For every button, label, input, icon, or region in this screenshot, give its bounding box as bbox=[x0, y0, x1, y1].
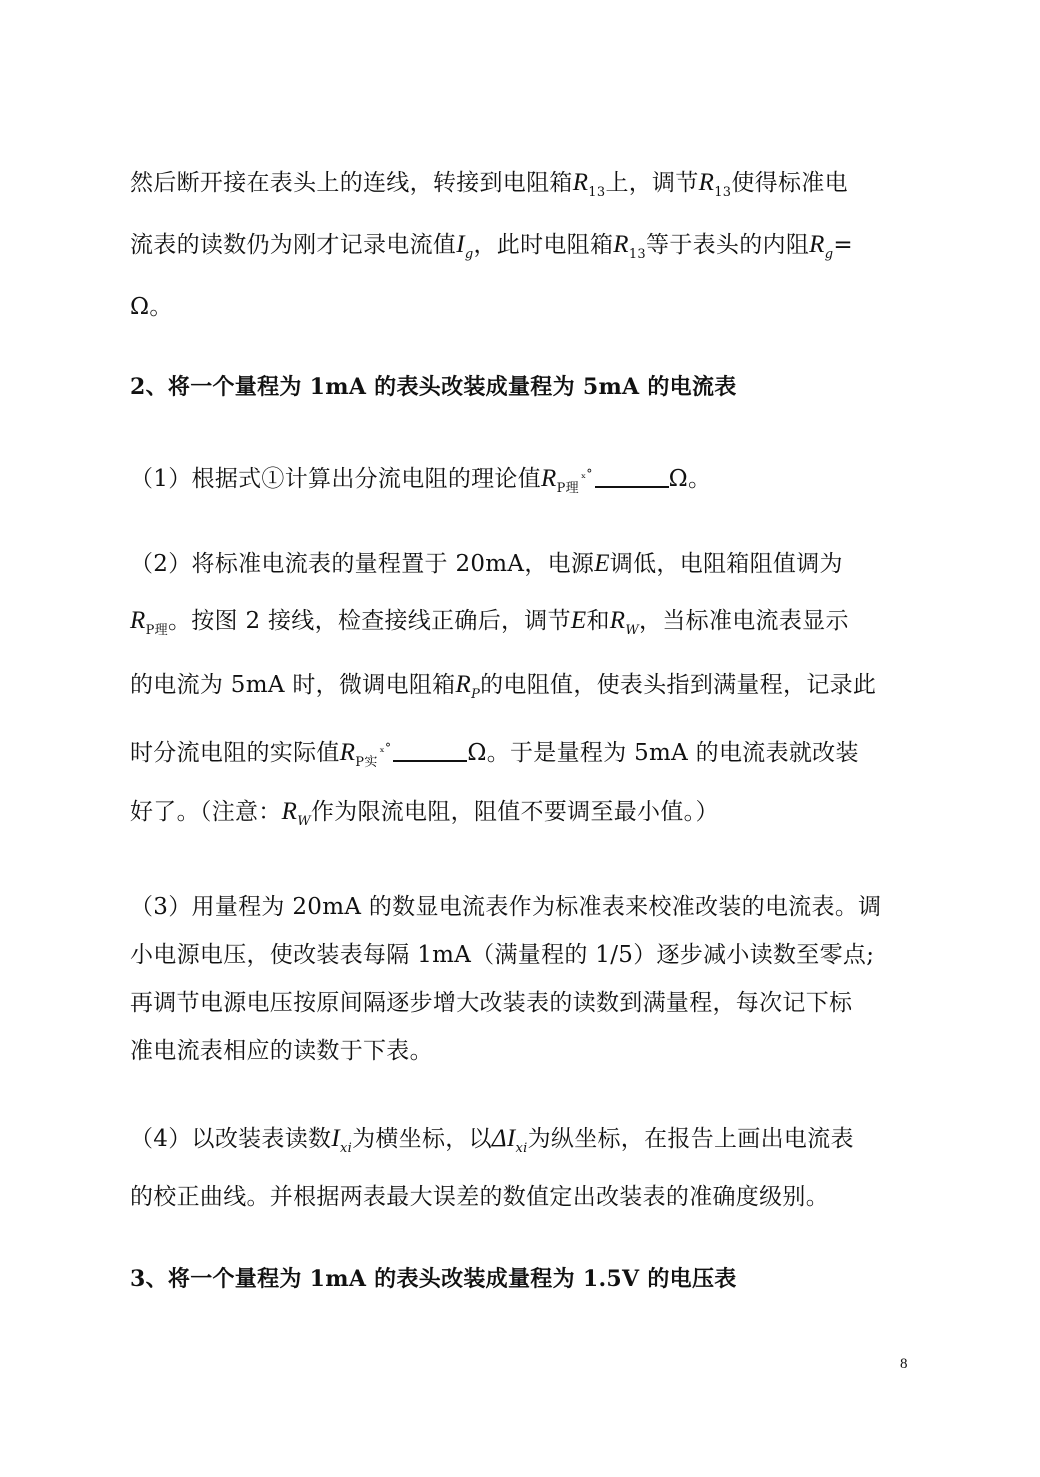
symbol-e: E bbox=[594, 550, 610, 577]
fill-blank[interactable] bbox=[595, 466, 669, 488]
paragraph-line bbox=[130, 670, 920, 700]
subscript: xi bbox=[515, 1141, 528, 1156]
paragraph-line: 准电流表相应的读数于下表。 bbox=[130, 1038, 433, 1064]
symbol-i: I bbox=[456, 231, 465, 258]
paragraph-line bbox=[130, 168, 920, 198]
paragraph-line bbox=[130, 292, 920, 322]
text: 的电阻值，使表头指到满量程，记录此 bbox=[480, 672, 877, 698]
subscript: P bbox=[471, 687, 481, 702]
text: Ω。于是量程为 5mA 的电流表就改装 bbox=[467, 740, 859, 766]
mark-glyph: ₓ° bbox=[379, 741, 392, 755]
symbol-r: R bbox=[455, 671, 472, 698]
text: Ω。 bbox=[668, 466, 712, 492]
symbol-r: R bbox=[339, 739, 356, 766]
paragraph-line bbox=[130, 733, 920, 768]
text: ，当标准电流表显示 bbox=[639, 608, 849, 634]
paragraph-line: 再调节电源电压按原间隔逐步增大改装表的读数到满量程，每次记下标 bbox=[130, 990, 853, 1016]
text: （2）将标准电流表的量程置于 20mA，电源 bbox=[130, 551, 595, 577]
fill-blank[interactable] bbox=[393, 740, 467, 762]
subscript: xi bbox=[339, 1141, 353, 1156]
symbol-r: R bbox=[541, 465, 557, 492]
text: 使得标准电 bbox=[731, 170, 848, 196]
subscript: g bbox=[464, 247, 474, 262]
text: = bbox=[833, 232, 853, 258]
text: Ω。 bbox=[130, 294, 173, 320]
paragraph-line bbox=[130, 797, 920, 827]
text: 和 bbox=[586, 608, 610, 634]
paragraph-line bbox=[130, 459, 920, 494]
text: （4）以改装表读数 bbox=[130, 1126, 332, 1152]
paragraph-line bbox=[130, 606, 920, 636]
mark-glyph: ₓ° bbox=[580, 467, 593, 481]
text: 然后断开接在表头上的连线，转接到电阻箱 bbox=[130, 170, 573, 196]
paragraph-line bbox=[130, 549, 920, 579]
symbol-r: R bbox=[698, 169, 715, 196]
text: 等于表头的内阻 bbox=[646, 232, 810, 258]
paragraph-line bbox=[130, 230, 920, 260]
section-heading-3: 3、将一个量程为 1mA 的表头改装成量程为 1.5V 的电压表 bbox=[130, 1266, 737, 1292]
text: 调低，电阻箱阻值调为 bbox=[609, 551, 843, 577]
subscript: P理 bbox=[145, 623, 168, 638]
paragraph-line bbox=[130, 1124, 920, 1154]
subscript: 13 bbox=[628, 247, 647, 262]
page-number: 8 bbox=[900, 1356, 908, 1372]
subscript: W bbox=[625, 623, 640, 638]
subscript: 13 bbox=[714, 185, 732, 200]
subscript: P实 bbox=[355, 755, 378, 770]
text: 流表的读数仍为刚才记录电流值 bbox=[130, 232, 457, 258]
symbol-delta-i: ΔI bbox=[491, 1125, 516, 1152]
symbol-r: R bbox=[130, 607, 146, 634]
symbol-r: R bbox=[572, 169, 589, 196]
text: 的校正曲线。并根据两表最大误差的数值定出改装表的准确度级别。 bbox=[130, 1184, 829, 1210]
text: ，此时电阻箱 bbox=[473, 232, 614, 258]
text: 好了。（注意： bbox=[130, 799, 282, 825]
symbol-r: R bbox=[281, 798, 298, 825]
text: （1）根据式①计算出分流电阻的理论值 bbox=[130, 466, 542, 492]
text: 上，调节 bbox=[605, 170, 699, 196]
text: 时分流电阻的实际值 bbox=[130, 740, 340, 766]
text: 的电流为 5mA 时，微调电阻箱 bbox=[130, 672, 456, 698]
symbol-i: I bbox=[331, 1125, 340, 1152]
subscript: g bbox=[824, 247, 834, 262]
text: 为纵坐标，在报告上画出电流表 bbox=[527, 1126, 854, 1152]
text: 作为限流电阻，阻值不要调至最小值。） bbox=[310, 799, 719, 825]
symbol-e: E bbox=[570, 607, 587, 634]
paragraph-line: （3）用量程为 20mA 的数显电流表作为标准表来校准改装的电流表。调 bbox=[130, 894, 882, 920]
subscript: P理 bbox=[556, 481, 579, 496]
paragraph-line: 小电源电压，使改装表每隔 1mA（满量程的 1/5）逐步减小读数至零点; bbox=[130, 942, 875, 968]
section-heading-2: 2、将一个量程为 1mA 的表头改装成量程为 5mA 的电流表 bbox=[130, 374, 737, 400]
subscript: 13 bbox=[588, 185, 606, 200]
subscript: W bbox=[297, 814, 311, 829]
symbol-r: R bbox=[613, 231, 629, 258]
symbol-r: R bbox=[809, 231, 825, 258]
paragraph-line bbox=[130, 1182, 920, 1212]
text: 。按图 2 接线，检查接线正确后，调节 bbox=[167, 608, 571, 634]
symbol-r: R bbox=[609, 607, 626, 634]
text: 为横坐标，以 bbox=[352, 1126, 492, 1152]
